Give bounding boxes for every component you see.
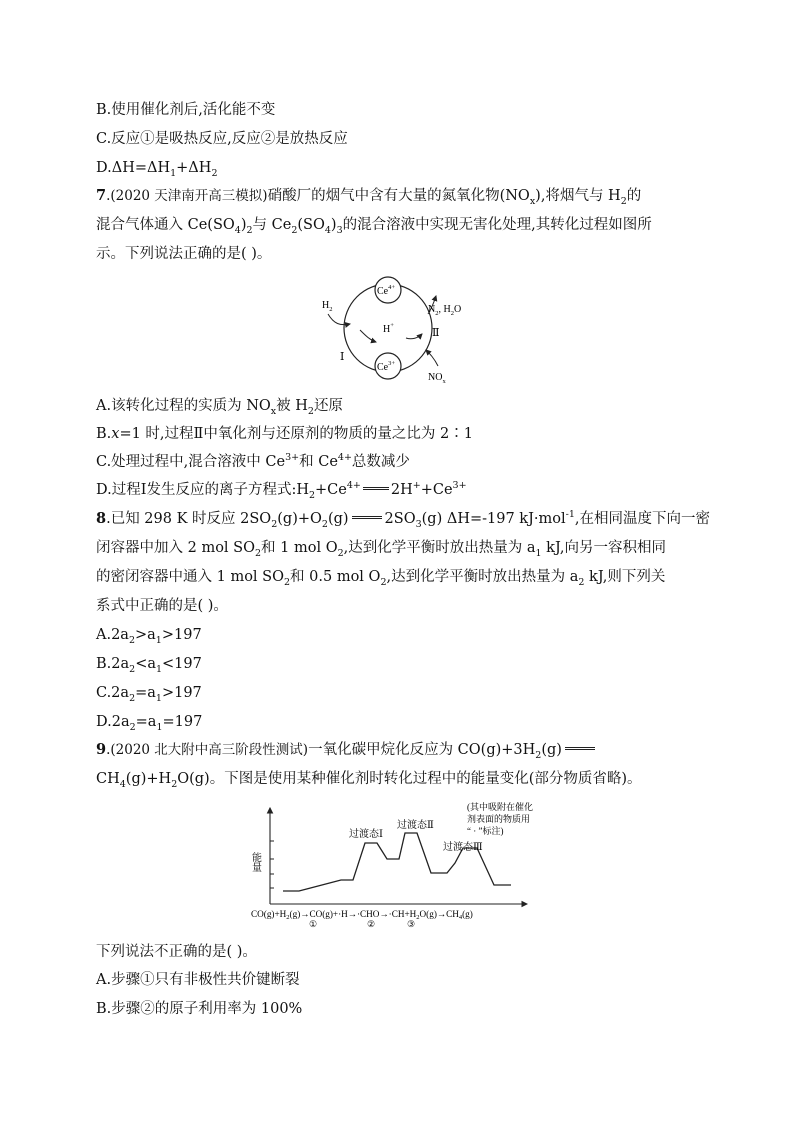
note-line1: (其中吸附在催化: [467, 802, 533, 812]
q9-option-b: B.步骤②的原子利用率为 100%: [96, 1001, 303, 1017]
y-axis-label: 能量: [249, 852, 261, 872]
y-ticks: [270, 841, 274, 888]
hplus-out-arrow: [360, 330, 376, 342]
h2-reactant-label: $H_2$: [322, 300, 333, 313]
h2-input-arrow: [328, 314, 350, 325]
ts1-label: 过渡态Ⅰ: [349, 829, 383, 840]
step-1-marker: ①: [309, 919, 318, 929]
energy-profile-diagram: [245, 800, 555, 930]
x-axis-species: $CO(g)+H_2(g)\to CO(g)+\cdot H\to\cdot CHO\to\cdot CH+H_2O(g)\to CH_4(g)$: [251, 909, 473, 921]
q6-option-b: B.使用催化剂后,活化能不变: [96, 102, 276, 118]
ts2-label: 过渡态Ⅱ: [397, 820, 434, 831]
q9-stem-line2: $CH_4(g)+H_2O(g)$。下图是使用某种催化剂时转化过程中的能量变化(部分物质省略)。: [96, 771, 642, 790]
q8-stem-line4: 系式中正确的是( )。: [96, 598, 228, 614]
ce3-label: $Ce^{3+}$: [377, 360, 396, 373]
q7-number: 7: [96, 187, 107, 204]
step-3-marker: ③: [407, 919, 416, 929]
ts3-label: 过渡态Ⅲ: [443, 842, 483, 853]
ce-cycle-diagram: [310, 270, 500, 390]
q7-option-c: C.处理过程中,混合溶液中 $Ce^{3+}$和 $Ce^{4+}$总数减少: [96, 452, 410, 470]
q7-stem-line3: 示。下列说法正确的是( )。: [96, 246, 272, 262]
q9-option-a: A.步骤①只有非极性共价键断裂: [96, 972, 300, 988]
q6-option-d: $D.\Delta H=\Delta H_1+\Delta H_2$: [96, 160, 218, 179]
step-one-label: Ⅰ: [340, 351, 345, 363]
note-line2: 剂表面的物质用: [467, 814, 531, 824]
hplus-in-arrow: [406, 334, 422, 339]
q7-option-b: B.x=1 时,过程Ⅱ中氧化剂与还原剂的物质的量之比为 2∶1: [96, 426, 473, 442]
q7-option-d: D.过程Ⅰ发生反应的离子方程式$:H_2+Ce^{4+}$ $2H^++Ce^{3+}$: [96, 480, 467, 501]
q8-option-d: $D.2a_2=a_1=197$: [96, 714, 203, 733]
equilibrium-sign-q9: [565, 747, 595, 750]
q8-option-b: $B.2a_2<a_1<197$: [96, 656, 202, 675]
step-2-marker: ②: [367, 919, 376, 929]
q8-option-a: $A.2a_2>a_1>197$: [96, 627, 202, 646]
q8-stem-line1: 8.已知 298 K 时反应 $2SO_2(g)+O_2(g)$ $2SO_3(g)$ ΔH=-197 kJ·mol$^{-1}$,在相同温度下向一密: [96, 509, 710, 530]
q8-option-c: $C.2a_2=a_1>197$: [96, 685, 202, 704]
q7-source: .(2020 天津南开高三模拟): [106, 188, 268, 204]
q6-option-c: C.反应①是吸热反应,反应②是放热反应: [96, 131, 348, 147]
q9-source: .(2020 北大附中高三阶段性测试): [106, 742, 309, 758]
q7-stem-line2: 混合气体通入 $Ce(SO_4)_2$与 $Ce_2(SO_4)_3$的混合溶液中实现无害化处理,其转化过程如图所: [96, 217, 652, 236]
hplus-label: H+: [383, 322, 394, 335]
note-line3: “ · ”标注): [467, 826, 504, 836]
q7-stem-line1: 7.(2020 天津南开高三模拟)硝酸厂的烟气中含有大量的氮氧化物$(NO_x)$,将烟气与 $H_2$的: [96, 187, 642, 207]
ce4-label: $Ce^{4+}$: [377, 284, 396, 297]
q8-stem-line3: 的密闭容器中通入 1 mol $SO_2$和 0.5 mol $O_2$,达到化学平衡时放出热量为 $a_2$ kJ,则下列关: [96, 569, 666, 588]
q8-number: 8: [96, 510, 107, 527]
q9-question: 下列说法不正确的是( )。: [96, 944, 257, 960]
q9-stem-line1: 9.(2020 北大附中高三阶段性测试)一氧化碳甲烷化反应为 $CO(g)+3H_2(g)$: [96, 740, 595, 760]
nox-input-arrow: [426, 350, 438, 366]
products-label: $N_2$, $H_2O$: [428, 304, 462, 317]
nox-label: $NO_x$: [428, 372, 446, 385]
equilibrium-sign: [352, 516, 382, 519]
q8-stem-line2: 闭容器中加入 2 mol $SO_2$和 1 mol $O_2$,达到化学平衡时放出热量为 $a_1$ kJ,向另一容积相同: [96, 540, 667, 559]
q9-number: 9: [96, 741, 107, 758]
q7-option-a: A.该转化过程的实质为 $NO_x$被 $H_2$还原: [96, 398, 343, 417]
step-two-label: Ⅱ: [432, 327, 440, 339]
